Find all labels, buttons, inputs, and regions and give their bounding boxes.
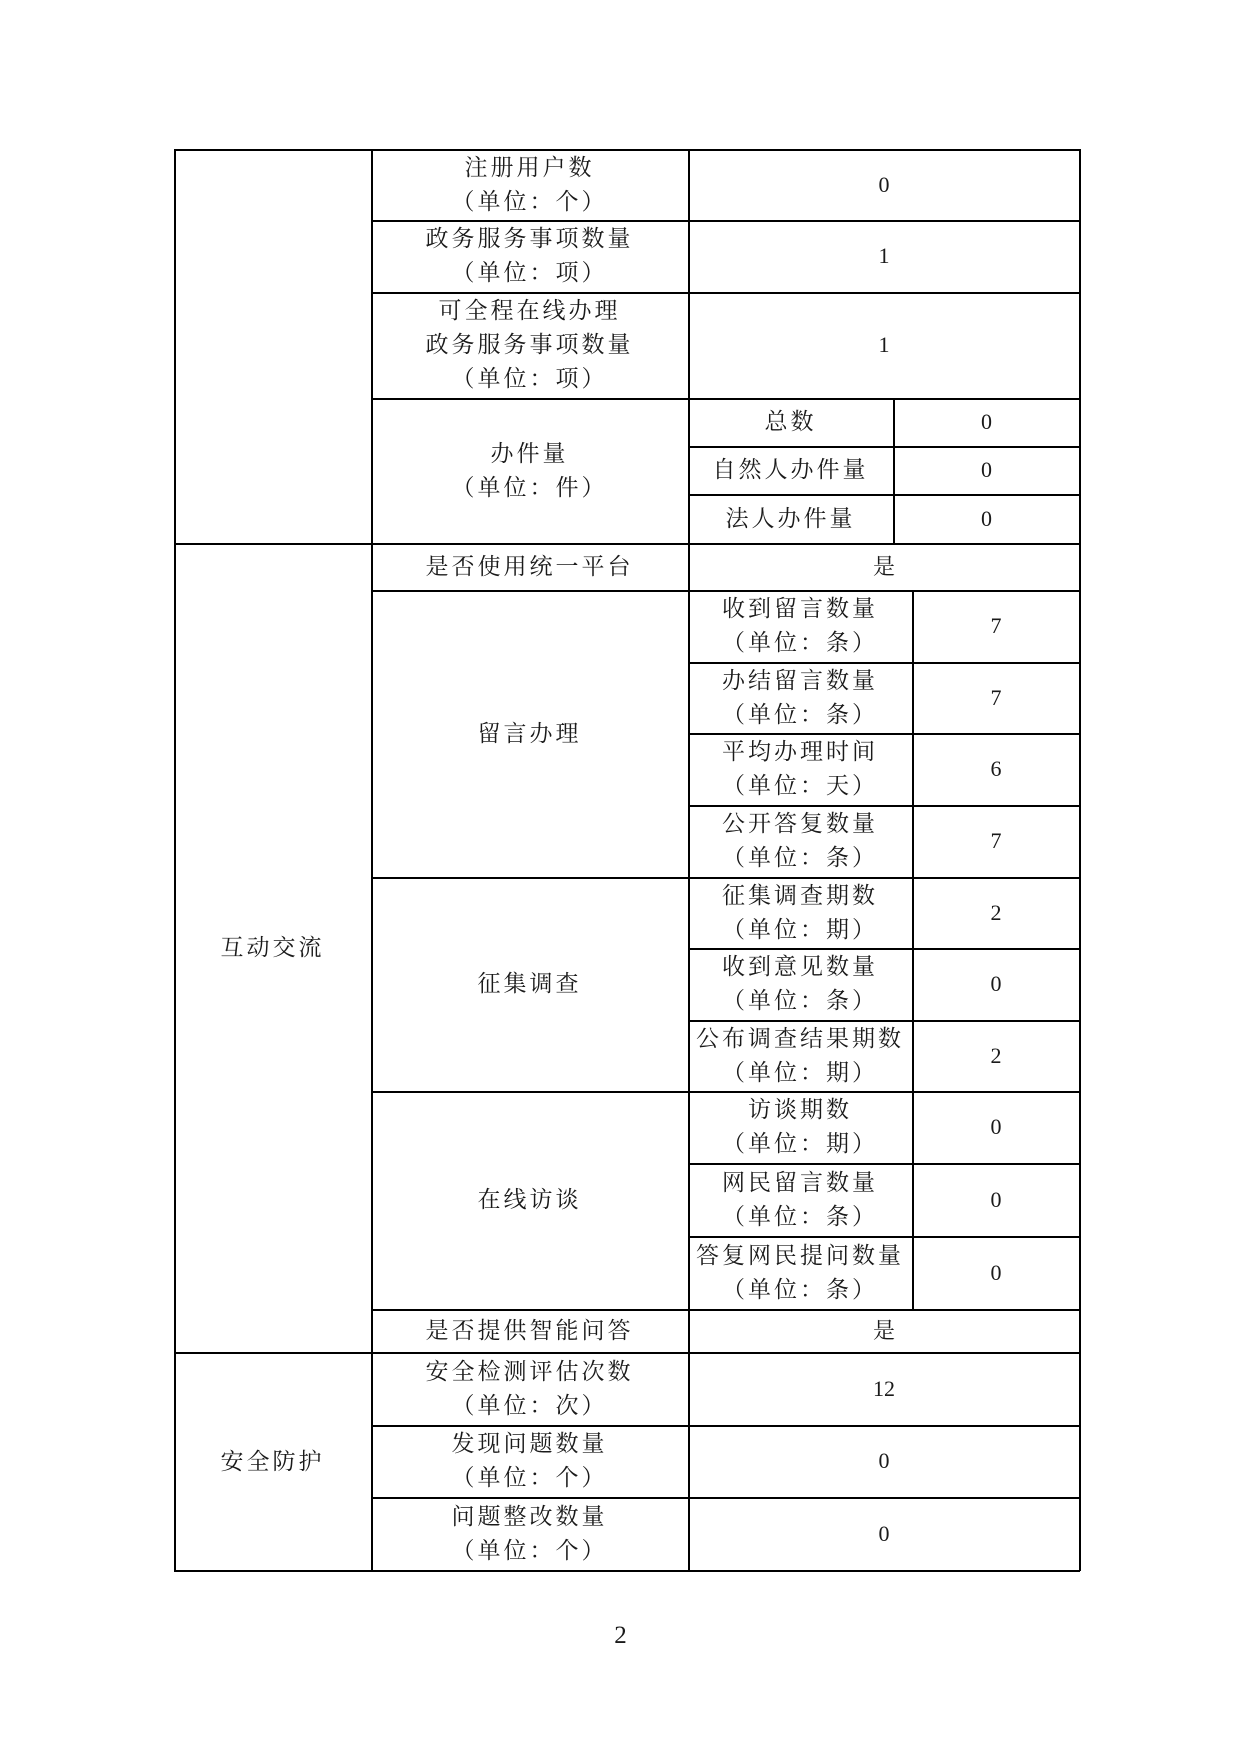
netizen-questions-answered-label: 答复网民提问数量 （单位：条）: [696, 1242, 904, 1303]
cases-label: 办件量 （单位：件）: [451, 440, 608, 501]
cases-natural-person-value: 0: [981, 457, 992, 482]
survey-label: 征集调查: [477, 971, 582, 997]
gov-service-items-value: 1: [878, 243, 890, 268]
public-replies-label: 公开答复数量 （单位：条）: [722, 811, 878, 871]
interaction-category: 互动交流: [220, 934, 325, 961]
avg-handling-time-value: 6: [990, 756, 1002, 781]
cases-total-label: 总数: [764, 409, 817, 435]
messages-received-value: 7: [990, 613, 1002, 638]
survey-periods-value: 2: [990, 899, 1002, 925]
netizen-messages-value: 0: [990, 1186, 1002, 1212]
interview-periods-label: 访谈期数 （单位：期）: [722, 1097, 878, 1157]
online-service-items-value: 1: [878, 332, 890, 357]
security-assessments-label: 安全检测评估次数 （单位：次）: [425, 1358, 634, 1419]
issues-fixed-label: 问题整改数量 （单位：个）: [451, 1504, 608, 1564]
messages-resolved-label: 办结留言数量 （单位：条）: [722, 667, 878, 728]
registered-users-value: 0: [878, 171, 890, 197]
unified-platform-value: 是: [872, 553, 895, 579]
avg-handling-time-label: 平均办理时间 （单位：天）: [722, 739, 878, 799]
smart-qa-value: 是: [872, 1317, 895, 1343]
cases-natural-person-label: 自然人办件量: [712, 457, 869, 483]
cases-legal-person-label: 法人办件量: [725, 505, 856, 532]
security-assessments-value: 12: [873, 1375, 895, 1401]
gov-service-items-label: 政务服务事项数量 （单位：项）: [425, 226, 634, 286]
public-replies-value: 7: [990, 828, 1002, 853]
cases-legal-person-value: 0: [981, 505, 992, 531]
survey-results-published-label: 公布调查结果期数 （单位：期）: [696, 1025, 904, 1086]
unified-platform-label: 是否使用统一平台: [425, 553, 634, 580]
statistics-table: [174, 149, 1080, 1571]
netizen-messages-label: 网民留言数量 （单位：条）: [722, 1169, 878, 1230]
security-category: 安全防护: [220, 1448, 325, 1475]
page-number: 2: [614, 1622, 627, 1649]
survey-results-published-value: 2: [990, 1042, 1002, 1068]
opinions-received-value: 0: [990, 971, 1002, 996]
online-service-items-label: 可全程在线办理 政务服务事项数量 （单位：项）: [425, 298, 634, 392]
issues-fixed-value: 0: [878, 1521, 890, 1546]
survey-periods-label: 征集调查期数 （单位：期）: [722, 882, 878, 943]
smart-qa-label: 是否提供智能问答: [425, 1317, 634, 1344]
online-interview-label: 在线访谈: [477, 1187, 582, 1213]
netizen-questions-answered-value: 0: [990, 1259, 1002, 1285]
messages-received-label: 收到留言数量 （单位：条）: [722, 596, 878, 656]
issues-found-value: 0: [878, 1448, 890, 1473]
messages-resolved-value: 7: [990, 684, 1002, 710]
cases-total-value: 0: [981, 409, 992, 434]
opinions-received-label: 收到意见数量 （单位：条）: [722, 954, 878, 1014]
interview-periods-value: 0: [990, 1114, 1002, 1139]
message-handling-label: 留言办理: [477, 720, 582, 747]
issues-found-label: 发现问题数量 （单位：个）: [451, 1431, 608, 1491]
registered-users-label: 注册用户数 （单位：个）: [451, 154, 608, 215]
